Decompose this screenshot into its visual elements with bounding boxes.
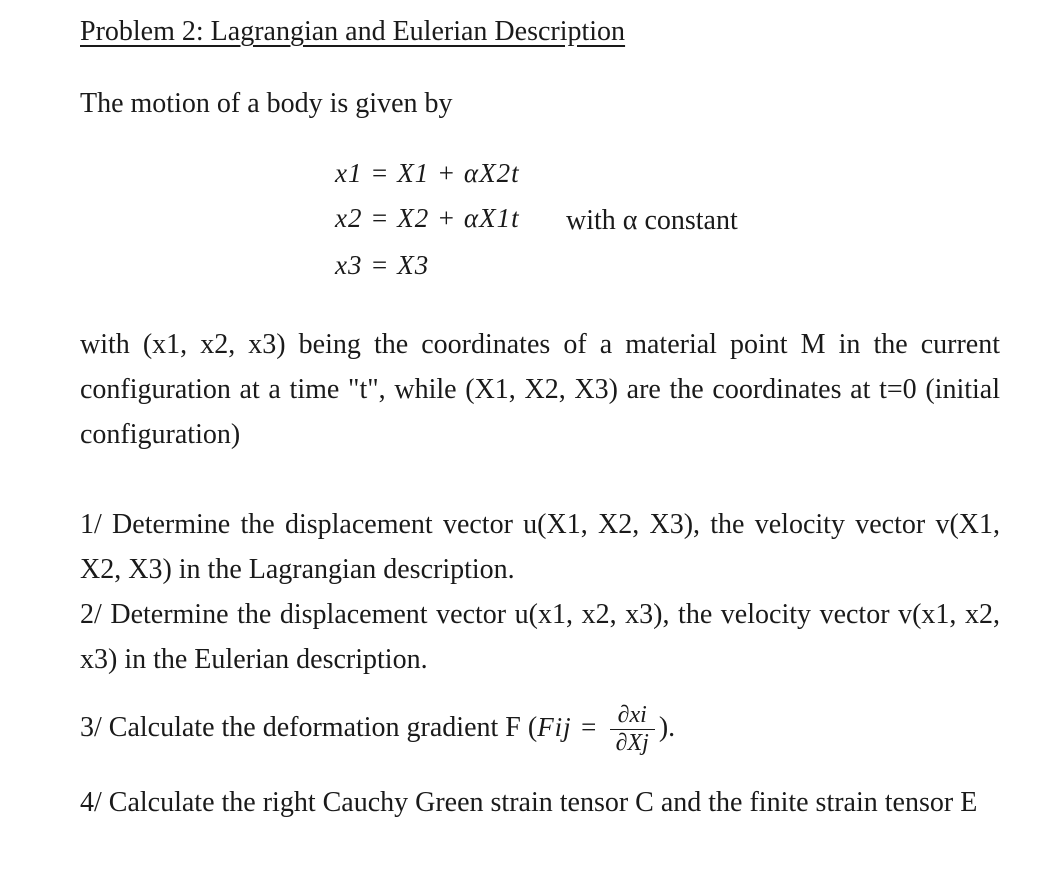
intro-text: The motion of a body is given by — [80, 88, 453, 119]
question-4: 4/ Calculate the right Cauchy Green strain tensor C and the finite strain tensor E — [80, 787, 978, 818]
question-2: 2/ Determine the displacement vector u(x1, x2, x3), the velocity vector v(x1, x2, x3) in the Eulerian description. — [80, 599, 1000, 675]
equation-x1: x1 = X1 + αX2t — [335, 158, 520, 188]
equation-x3: x3 = X3 — [335, 250, 430, 280]
question-3 — [80, 702, 675, 757]
partial-derivative-fraction — [610, 702, 655, 757]
problem-title: Problem 2: Lagrangian and Eulerian Description — [80, 16, 626, 47]
fraction-numerator: ∂xi — [610, 702, 655, 730]
question-1: 1/ Determine the displacement vector u(X1, X2, X3), the velocity vector v(X1, X2, X3) in the Lagrangian description. — [80, 509, 1000, 585]
question-3-prefix: 3/ Calculate the deformation gradient F ( — [80, 711, 538, 743]
formula-lhs: Fij = — [537, 711, 599, 742]
question-3-suffix: ). — [658, 711, 676, 743]
alpha-condition: with α constant — [566, 205, 738, 236]
fraction-denominator: ∂Xj — [615, 730, 649, 756]
equation-x2: x2 = X2 + αX1t — [335, 203, 520, 233]
coordinates-paragraph: with (x1, x2, x3) being the coordinates of a material point M in the current configuration at a time "t", while (X1, X2, X3) are the coordinates at t=0 (initial configuration) — [80, 329, 1000, 450]
